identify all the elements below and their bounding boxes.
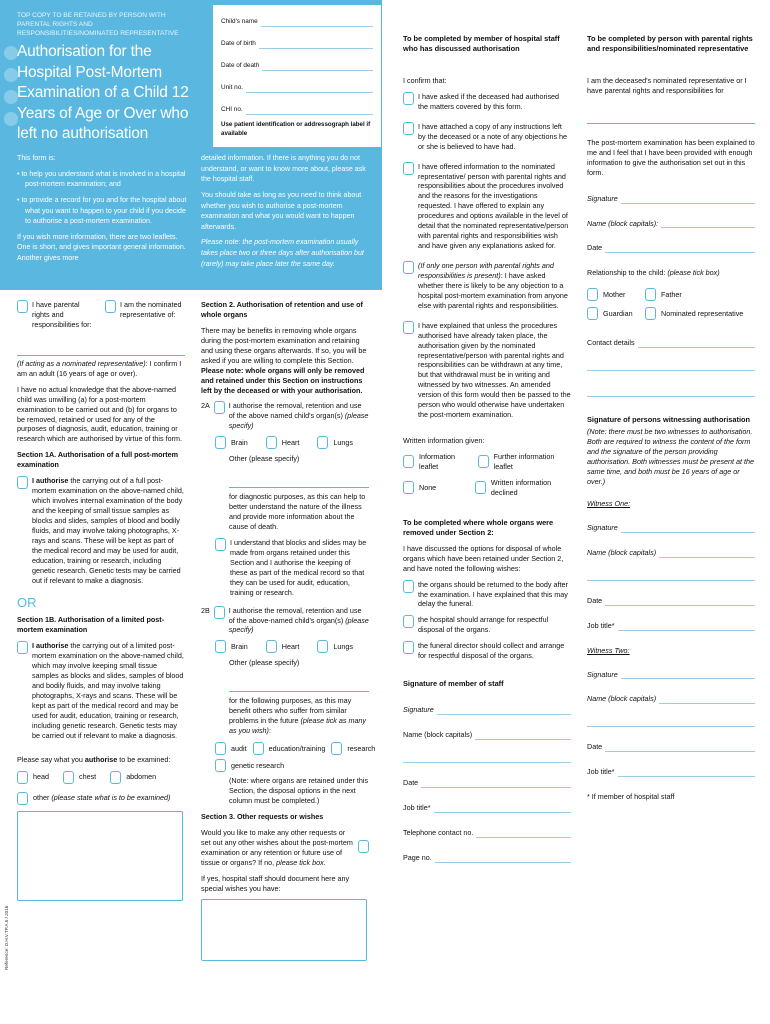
w2-name-field-2[interactable] [587,719,755,727]
lungs-label: Lungs [333,641,353,651]
no-requests-checkbox[interactable] [358,840,369,853]
childs-name-field[interactable] [261,19,373,27]
2a-other-label: Other (please specify) [229,454,300,464]
w2-name-label: Name (block capitals) [587,694,657,704]
s1b-text: the carrying out of a limited post-mortem examination on the above-named child, which may involve keeping small tissue samples as blocks and slides, samples of blood and bodily fluids, and may involve taking photographs, X-rays and scans. These will be kept as part of the medical record and may be used for audit, education, training or research, including genetic research. Genetic tests may be carried out if relevant to make a diagnosis. [32,641,184,740]
w1-signature-label: Signature [587,522,618,532]
c4-hint: (If only one person with parental rights and responsibilities is present) [418,261,554,280]
parental-checkbox[interactable] [17,300,28,313]
leaflet-label: Information leaflet [419,452,455,471]
s3-doc: If yes, hospital staff should document here any special wishes you have: [201,873,350,893]
chi-no-field[interactable] [246,107,373,115]
guardian-checkbox[interactable] [587,307,598,320]
disposal-text: I have discussed the options for disposal of whole organs which have been retained under Section 2, and have noted the following wishes: [403,543,564,573]
intro-time: You should take as long as you need to think about whether you wish to authorise a post-mortem examination and what you would want to happen afterwards. [201,190,362,231]
decorative-dot [4,112,18,126]
2b-text: I authorise the removal, retention and use of the above-named child's organ(s) [228,605,362,625]
staff-tel-label: Telephone contact no. [403,827,474,837]
other-hint: (please state what is to be examined) [51,793,171,803]
none-label: None [419,482,437,492]
rep-text: I am the deceased's nominated representative or I have parental rights and responsibilities for [587,75,747,95]
relationship-hint: (please tick box) [667,268,720,278]
rep-signature-field[interactable] [621,196,755,204]
decorative-dot [4,46,18,60]
examine-pre: Please say what you [17,754,85,764]
unit-no-label: Unit no. [221,84,244,92]
2b-heart-checkbox[interactable] [266,640,277,653]
staff-date-field[interactable] [421,780,571,788]
w2-job-label: Job title* [587,767,615,777]
2b-hint: (please specify) [228,615,369,635]
w1-name-field-2[interactable] [587,573,755,581]
c2-checkbox[interactable] [403,122,414,135]
abdomen-label: abdomen [126,772,157,782]
chest-checkbox[interactable] [63,771,74,784]
rep-title: To be completed by person with parental rights and responsibilities/nominated representative [587,34,753,53]
section-1a-checkbox[interactable] [17,476,28,489]
c1-text: I have asked if the deceased had authorised the matters covered by this form. [418,91,560,111]
2b-other-label: Other (please specify) [229,658,300,668]
2b-checkbox[interactable] [214,606,225,619]
intro-cont: detailed information. If there is anything you do not understand, or want to know more about, please ask the hospital staff. [201,154,366,184]
c5-text: I have explained that unless the procedures authorised have already taken place, the authorisation given by the nominated representative/person with parental rights and responsibilities can be withdrawn at any time, but that withdrawal must be in writing and witnessed by two witnesses. An amended version of this form would then be passed to the person who would otherwise have undertaken the post-mortem examination. [418,320,571,420]
blocks-text: I understand that blocks and slides may be made from organs retained under this Section and I authorise the keeping of these as part of the medical record so that they can be used for audit, education, training or research. [230,537,367,597]
c3-checkbox[interactable] [403,162,414,175]
witness-one-label: Witness One: [587,498,631,508]
education-checkbox[interactable] [253,742,264,755]
research-checkbox[interactable] [331,742,342,755]
staff-tel-field[interactable] [476,830,571,838]
parental-name-field[interactable] [17,344,185,356]
d1-checkbox[interactable] [403,580,414,593]
chest-label: chest [79,772,97,782]
relationship-label: Relationship to the child: [587,268,668,278]
d2-text: the hospital should arrange for respectful disposal of the organs. [418,615,549,635]
staff-job-label: Job title* [403,802,431,812]
intro-left [17,153,187,269]
heart-label: Heart [281,641,300,651]
2a-heart-checkbox[interactable] [266,436,277,449]
further-checkbox[interactable] [478,455,489,468]
nominated-label: I am the nominated representative of: [120,300,182,319]
section-1b-checkbox[interactable] [17,641,28,654]
examine-post: to be examined: [117,754,171,764]
confirm-label: I confirm that: [403,75,447,85]
retention-caption: TOP COPY TO BE RETAINED BY PERSON WITH PARENTAL RIGHTS AND RESPONSIBILITIES/NOMINATED REPRESENTATIVE [17,12,179,37]
staff-sig-title: Signature of member of staff [403,679,504,689]
staff-name-field-2[interactable] [403,755,571,763]
staff-job-field[interactable] [434,805,571,813]
d1-text: the organs should be returned to the body after the examination. I have explained that this may delay the funeral. [418,579,568,609]
section-1a-title: Section 1A. Authorisation of a full post-mortem examination [17,450,179,470]
2b-brain-checkbox[interactable] [215,640,226,653]
w1-job-field[interactable] [618,623,755,631]
w1-signature-field[interactable] [621,525,755,533]
witness-note: (Note: there must be two witnesses to authorisation. Both are required to witness the content of the form and the signature of the person providing authorisation. Both witnesses must be present at the same time, and both must be 16 years of age or over.) [587,427,755,486]
heart-label: Heart [281,437,300,447]
w2-signature-field[interactable] [621,671,755,679]
rep-date-field[interactable] [605,245,755,253]
other-examine-field[interactable] [17,811,183,901]
dod-field[interactable] [262,63,373,71]
intro-right [201,153,371,274]
d3-text: the funeral director should collect and arrange for respectful disposal of the organs. [418,641,565,661]
nominated-checkbox[interactable] [105,300,116,313]
mother-label: Mother [603,289,626,299]
w1-date-field[interactable] [605,598,755,606]
contact-field[interactable] [638,340,755,348]
rep-name-field[interactable] [661,220,755,228]
declined-checkbox[interactable] [475,481,486,494]
2a-brain-checkbox[interactable] [215,436,226,449]
intro-lead: This form is: [17,154,56,162]
written-label: Written information given: [403,436,485,446]
childs-name-label: Child's name [221,18,258,26]
staff-signature-field[interactable] [437,707,571,715]
s2-text: There may be benefits in removing whole organs during the post-mortem examination and retaining and using these organs afterwards. If so, you will be asked if you are willing to complete this Section. [201,325,367,365]
column-3 [403,34,571,878]
column-2 [201,300,376,961]
staff-signature-label: Signature [403,705,434,715]
witness-title: Signature of persons witnessing authorisation [587,415,751,425]
witness-two-label: Witness Two: [587,645,630,655]
staff-title: To be completed by member of hospital staff who has discussed authorisation [403,34,560,53]
dob-field[interactable] [259,41,373,49]
id-note: Use patient identification or addressograph label if available [221,121,371,137]
s1b-bold: I authorise [32,641,69,651]
patient-id-box [213,5,381,147]
footnote: * If member of hospital staff [587,792,675,802]
blocks-checkbox[interactable] [215,538,226,551]
form-title: Authorisation for the Hospital Post-Mortem Examination of a Child 12 Years of Age or Over who left no authorisation [17,43,189,143]
nominated-rep-label: Nominated representative [661,308,744,318]
intro-more: If you wish more information, there are two leaflets. One is short, and gives important general information. Another gives more [17,232,186,263]
s1a-text: the carrying out of a full post-mortem examination on the above-named child, which involves internal examination of the body and the keeping of small tissue samples as blocks and slides, samples of blood and bodily fluids, and may involve taking photographs, X-rays and scans. These will be kept as part of the medical record and may be used for audit, education, training or research, including genetic research. Genetic tests may be carried out if relevant to make a diagnosis. [32,476,184,585]
c4-text: : I have asked whether there is likely to be any objection to a hospital post-mortem examination from anyone else with parental rights and responsibilities. [418,270,568,310]
d3-checkbox[interactable] [403,641,414,654]
explained-text: The post-mortem examination has been explained to me and I feel that I have been provided with enough information to give the authorisation set out in this form. [587,137,755,177]
or-label: OR [17,594,37,610]
father-label: Father [661,289,682,299]
staff-name-field[interactable] [475,732,571,740]
intro-bullet: • to provide a record for you and for the hospital about what you want to happen to your child if you decide to authorise a post-mortem examination. [17,195,187,226]
chi-no-label: CHI no. [221,106,243,114]
acting-label: (If acting as a nominated representative) [17,358,146,368]
d2-checkbox[interactable] [403,615,414,628]
brain-label: Brain [231,641,248,651]
audit-checkbox[interactable] [215,742,226,755]
purposes-colon: : [268,726,271,736]
2a-number: 2A [201,401,210,411]
page-no-field[interactable] [435,855,571,863]
s3-text: Would you like to make any other requests or set out any other wishes about the post-mortem examination or any retention or future use of tissue or organs? If no, [201,827,353,867]
c3-text: I have offered information to the nominated representative/ person with parental rights and responsibilities about the procedures involved and the reasons for the investigations requested. I have offered to explain any procedures and options available in the level of detail that the nominated representative/person with parental rights and responsibilities wish and have given any explanations asked for. [418,161,569,251]
rep-child-field[interactable] [587,112,755,124]
s3-hint: please tick box. [276,857,326,867]
head-label: head [33,772,49,782]
head-checkbox[interactable] [17,771,28,784]
leaflet-checkbox[interactable] [403,455,414,468]
w1-name-field[interactable] [659,550,755,558]
removed-title: To be completed where whole organs were removed under Section 2: [403,517,554,537]
page-no-label: Page no. [403,852,432,862]
c5-checkbox[interactable] [403,321,414,334]
staff-date-label: Date [403,777,419,787]
header-panel [0,0,382,290]
dob-label: Date of birth [221,40,256,48]
column-1 [17,300,185,901]
contact-field-2[interactable] [587,363,755,371]
2a-other-field[interactable] [229,476,369,488]
2a-text: I authorise the removal, retention and use of the above named child's organ(s) [228,401,362,421]
other-label: other [33,793,52,803]
w2-signature-label: Signature [587,669,618,679]
contact-label: Contact details [587,338,635,348]
parental-label: I have parental rights and responsibilities for: [32,300,92,329]
audit-label: audit [231,743,247,753]
rep-signature-label: Signature [587,193,618,203]
purposes-text: for the following purposes, as this may benefit others who suffer from similar problems in the future [229,696,352,726]
c4-checkbox[interactable] [403,261,414,274]
education-label: education/training [268,743,326,753]
c1-checkbox[interactable] [403,92,414,105]
2b-other-field[interactable] [229,680,369,692]
declined-label: Written information declined [490,477,552,497]
purposes-hint: (please tick as many as you wish) [229,716,367,736]
abdomen-checkbox[interactable] [110,771,121,784]
genetic-label: genetic research [231,760,285,770]
special-wishes-field[interactable] [201,899,367,961]
guardian-label: Guardian [603,308,633,318]
unit-no-field[interactable] [246,85,373,93]
intro-bullet: • to help you understand what is involved in a hospital post-mortem examination; and [17,169,186,189]
2b-lungs-checkbox[interactable] [317,640,328,653]
knowledge-text: I have no actual knowledge that the above-named child was unwilling (a) for a post-mortem examination to be carried out and (b) for organs to be removed, retained or used for any of the purposes of diagnosis, audit, education, training or research which are authorised by virtue of this form. [17,384,182,444]
dod-label: Date of death [221,62,260,70]
decorative-dot [4,90,18,104]
w1-name-label: Name (block capitals) [587,547,657,557]
father-checkbox[interactable] [645,288,656,301]
section-3-title: Section 3. Other requests or wishes [201,811,324,821]
w1-date-label: Date [587,595,603,605]
other-checkbox[interactable] [17,792,28,805]
staff-name-label: Name (block capitals) [403,730,473,740]
w2-job-field[interactable] [618,769,755,777]
lungs-label: Lungs [333,437,353,447]
w2-date-label: Date [587,742,603,752]
decorative-dot [4,68,18,82]
diag-text: for diagnostic purposes, as this can help to better understand the nature of the illness and provide more information about the cause of death. [229,492,366,531]
w1-job-label: Job title* [587,620,615,630]
intro-note: Please note: the post-mortem examination usually takes place two or three days after authorisation but (rarely) may take place later the same day. [201,238,364,268]
further-label: Further information leaflet [493,452,555,471]
s2-bold: Please note: whole organs will only be removed and retained under this Section on instructions left by the deceased or with your authorisation. [201,365,365,395]
section-1b-title: Section 1B. Authorisation of a limited post-mortem examination [17,615,165,635]
nominated-rep-checkbox[interactable] [645,307,656,320]
2a-checkbox[interactable] [214,401,225,414]
column-4 [587,34,755,808]
acting-text: : I confirm I am an adult (16 years of age or over). [17,358,182,378]
2b-number: 2B [201,605,210,615]
genetic-checkbox[interactable] [215,759,226,772]
rep-date-label: Date [587,243,603,253]
examine-bold: authorise [84,754,118,764]
rep-name-label: Name (block capitals): [587,218,659,228]
2a-hint: (please specify) [228,411,369,431]
c2-text: I have attached a copy of any instructions left by the deceased or a note of any objections he or she is believed to have had. [418,121,568,151]
none-checkbox[interactable] [403,481,414,494]
brain-label: Brain [231,437,248,447]
w2-date-field[interactable] [605,744,755,752]
section-2-title: Section 2. Authorisation of retention and use of whole organs [201,300,363,319]
organs-note: (Note: where organs are retained under this Section, the disposal options in the next column must be completed.) [229,776,369,805]
2a-lungs-checkbox[interactable] [317,436,328,449]
mother-checkbox[interactable] [587,288,598,301]
margin-reference: Reference: D.H.V.TP.A.5 / 2016 [4,905,9,970]
contact-field-3[interactable] [587,389,755,397]
w2-name-field[interactable] [659,696,755,704]
s1a-bold: I authorise [32,476,69,486]
research-label: research [347,743,376,753]
